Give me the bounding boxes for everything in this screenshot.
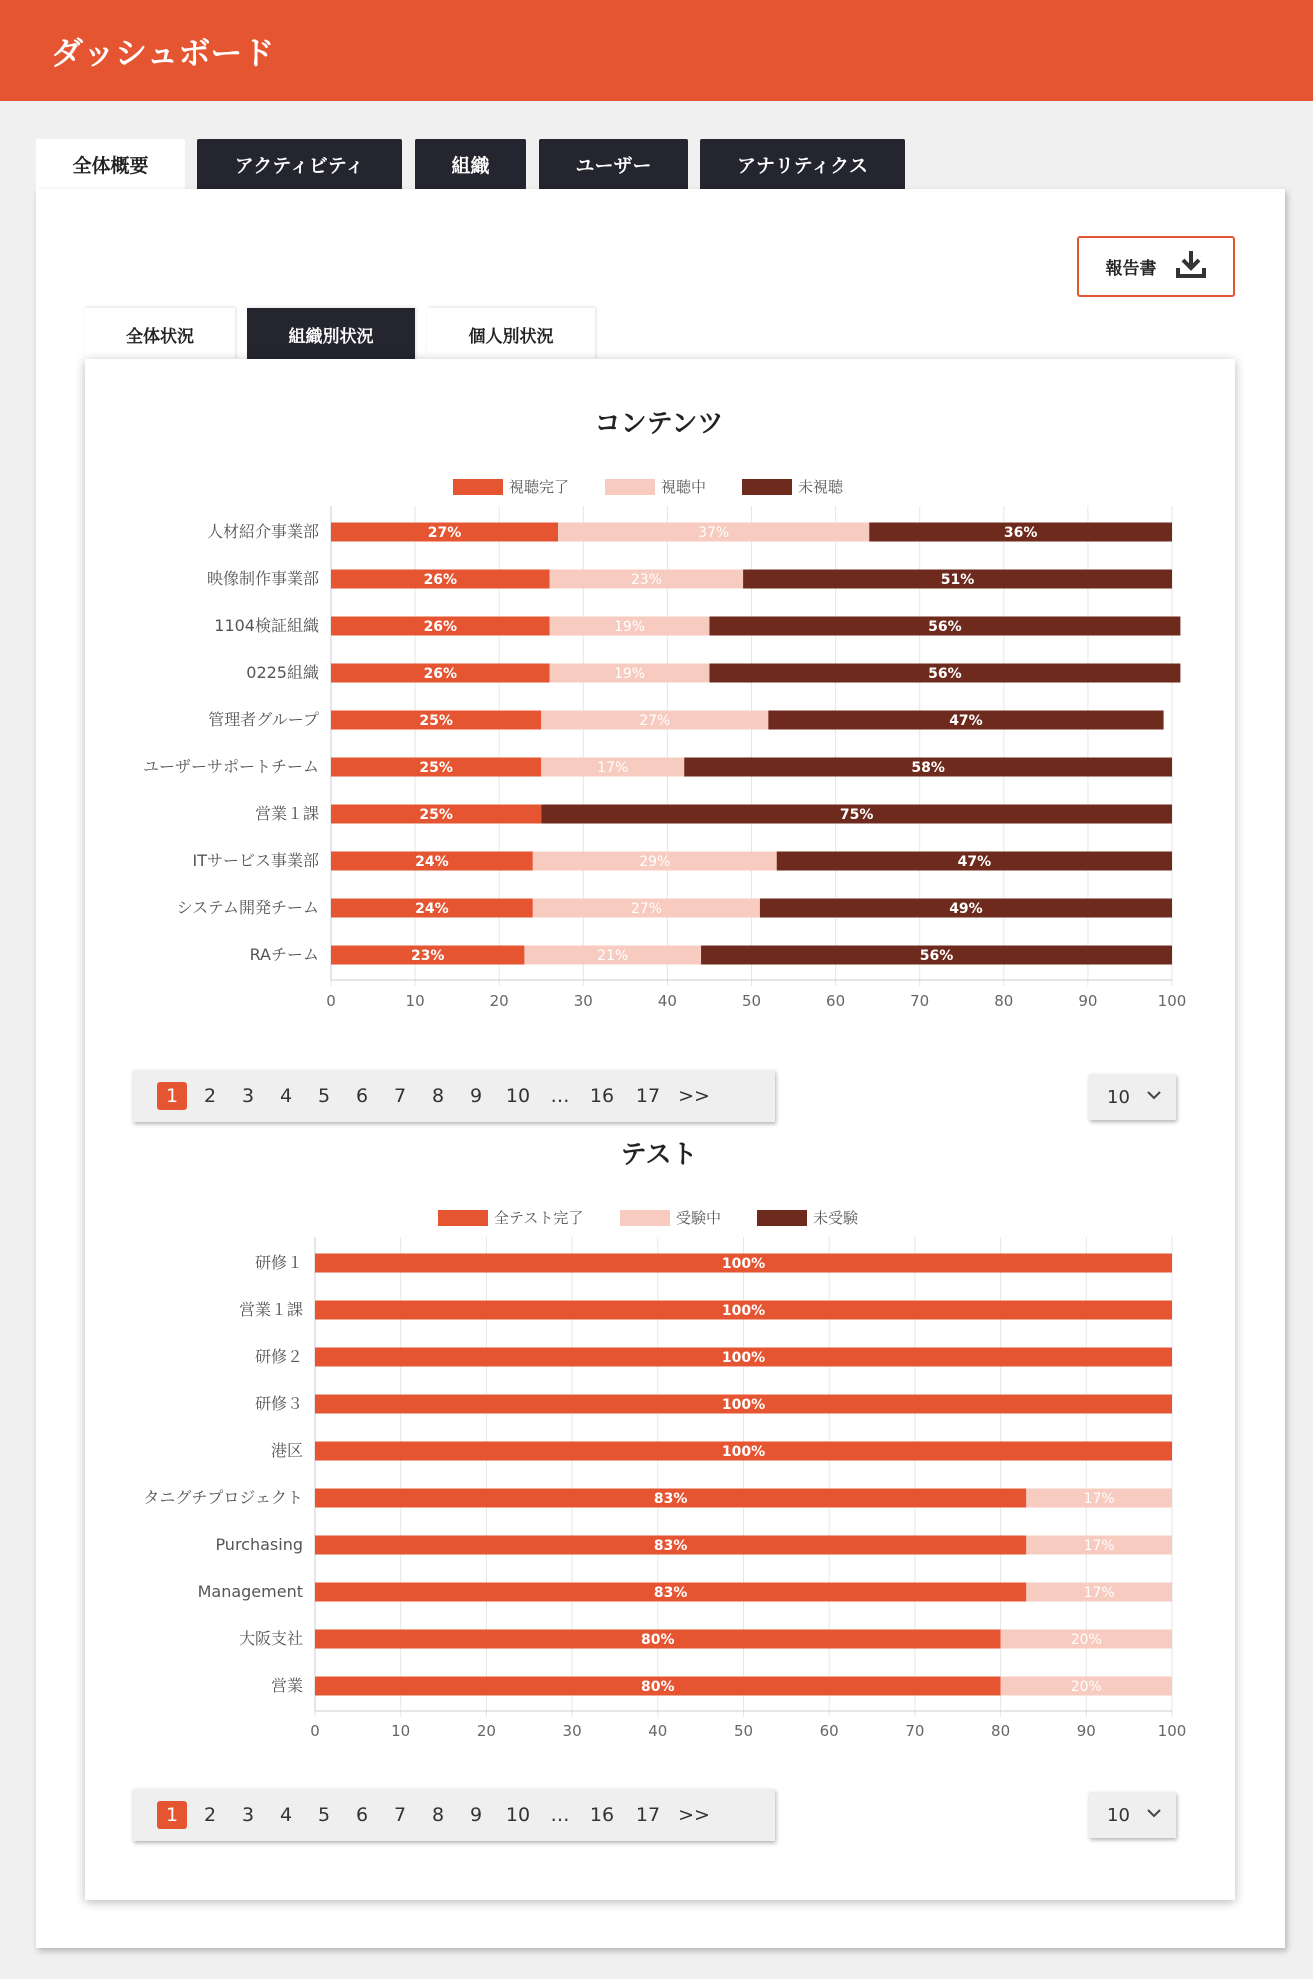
y-category-label: 管理者グループ — [208, 710, 319, 729]
tab-activity[interactable]: アクティビティ — [197, 139, 402, 190]
tab-users[interactable]: ユーザー — [539, 139, 688, 190]
pagination-page[interactable]: 7 — [393, 1085, 407, 1107]
bar-data-label: 26% — [423, 572, 458, 588]
bar-data-label: 17% — [1083, 1538, 1115, 1554]
bar-data-label: 26% — [423, 619, 458, 635]
y-category-label: 営業１課 — [254, 804, 319, 823]
bar-data-label: 36% — [1003, 525, 1038, 541]
pagination-page[interactable]: 5 — [317, 1085, 331, 1107]
test-pagination — [133, 1789, 775, 1841]
page-title: ダッシュボード — [51, 34, 275, 72]
pagination-page[interactable]: 7 — [393, 1804, 407, 1826]
pagination-page[interactable]: 16 — [589, 1804, 615, 1826]
pagination-page[interactable]: 10 — [505, 1085, 531, 1107]
legend-label: 視聴中 — [661, 478, 707, 496]
pagination-next[interactable]: >> — [678, 1804, 710, 1826]
pagination-page[interactable]: 1 — [157, 1082, 187, 1110]
pagination-page[interactable]: 8 — [431, 1085, 445, 1107]
bar-data-label: 27% — [427, 525, 462, 541]
bar-data-label: 29% — [639, 854, 671, 870]
bar-data-label: 20% — [1070, 1632, 1102, 1648]
subtab-individual-status[interactable]: 個人別状況 — [427, 308, 595, 360]
y-category-label: 映像制作事業部 — [206, 569, 319, 588]
bar-data-label: 49% — [949, 901, 983, 917]
pagination-page[interactable]: 2 — [203, 1085, 217, 1107]
legend-label: 未視聴 — [798, 478, 844, 496]
x-tick-label: 30 — [562, 1722, 582, 1740]
legend-swatch — [620, 1210, 670, 1226]
report-button-label: 報告書 — [1105, 259, 1157, 279]
bar-data-label: 25% — [419, 713, 453, 729]
y-category-label: Purchasing — [215, 1535, 303, 1554]
bar-data-label: 58% — [911, 760, 945, 776]
y-category-label: 営業１課 — [238, 1300, 303, 1319]
pagination-page[interactable]: 3 — [241, 1804, 255, 1826]
pagination-next[interactable]: >> — [678, 1085, 710, 1107]
pagination-page[interactable]: 4 — [279, 1085, 293, 1107]
tab-overview[interactable]: 全体概要 — [36, 139, 185, 190]
y-category-label: RAチーム — [249, 945, 319, 964]
bar-data-label: 80% — [641, 1632, 675, 1648]
legend-label: 視聴完了 — [509, 478, 570, 496]
pagination-page[interactable]: 8 — [431, 1804, 445, 1826]
subtab-org-status[interactable]: 組織別状況 — [247, 308, 415, 360]
test-chart-title: テスト — [620, 1140, 698, 1170]
pagination-page[interactable]: 9 — [469, 1085, 483, 1107]
content-pagination — [133, 1070, 775, 1122]
pagination-page[interactable]: 2 — [203, 1804, 217, 1826]
y-category-label: ITサービス事業部 — [192, 851, 319, 870]
bar-data-label: 100% — [721, 1256, 766, 1272]
y-category-label: システム開発チーム — [176, 898, 319, 917]
y-category-label: 1104検証組織 — [214, 616, 319, 635]
y-category-label: タニグチプロジェクト — [143, 1488, 303, 1507]
pagination-page[interactable]: 6 — [355, 1804, 369, 1826]
bar-data-label: 19% — [613, 619, 646, 635]
bar-data-label: 75% — [839, 807, 874, 823]
bar-data-label: 83% — [653, 1585, 688, 1601]
y-category-label: Management — [197, 1582, 303, 1601]
bar-data-label: 24% — [415, 901, 449, 917]
bar-data-label: 20% — [1070, 1679, 1102, 1695]
x-tick-label: 60 — [826, 992, 846, 1010]
pagination-page[interactable]: 5 — [317, 1804, 331, 1826]
tab-organization[interactable]: 組織 — [415, 139, 526, 190]
x-tick-label: 70 — [910, 992, 930, 1010]
bar-data-label: 83% — [653, 1491, 688, 1507]
y-category-label: 研修３ — [254, 1394, 303, 1413]
test-per-page-select[interactable] — [1089, 1792, 1176, 1838]
bar-data-label: 37% — [698, 525, 730, 541]
y-category-label: 0225組織 — [246, 663, 319, 682]
bar-data-label: 27% — [639, 713, 671, 729]
legend-swatch — [438, 1210, 488, 1226]
y-category-label: 研修２ — [254, 1347, 303, 1366]
bar-data-label: 21% — [597, 948, 629, 964]
tab-analytics[interactable]: アナリティクス — [700, 139, 905, 190]
pagination-page[interactable]: 17 — [635, 1804, 661, 1826]
y-category-label: 人材紹介事業部 — [206, 522, 319, 541]
legend-swatch — [757, 1210, 807, 1226]
bar-data-label: 26% — [423, 666, 458, 682]
legend-label: 未受験 — [813, 1209, 859, 1227]
legend-label: 全テスト完了 — [494, 1209, 584, 1227]
y-category-label: 大阪支社 — [238, 1629, 303, 1648]
y-category-label: ユーザーサポートチーム — [142, 757, 319, 776]
x-tick-label: 40 — [657, 992, 677, 1010]
pagination-page[interactable]: 10 — [505, 1804, 531, 1826]
content-chart-title: コンテンツ — [594, 409, 724, 439]
x-tick-label: 10 — [405, 992, 425, 1010]
content-per-page-select[interactable] — [1089, 1074, 1176, 1120]
pagination-page[interactable]: 9 — [469, 1804, 483, 1826]
bar-data-label: 100% — [721, 1397, 766, 1413]
x-tick-label: 20 — [489, 992, 509, 1010]
bar-data-label: 80% — [641, 1679, 675, 1695]
per-page-value: 10 — [1107, 1086, 1130, 1108]
pagination-page[interactable]: 6 — [355, 1085, 369, 1107]
bar-data-label: 56% — [928, 619, 962, 635]
bar-data-label: 17% — [1083, 1585, 1115, 1601]
x-tick-label: 90 — [1078, 992, 1098, 1010]
bar-data-label: 17% — [597, 760, 629, 776]
y-category-label: 営業 — [270, 1676, 303, 1695]
pagination-page[interactable]: 3 — [241, 1085, 255, 1107]
y-category-label: 港区 — [270, 1441, 303, 1460]
per-page-value: 10 — [1107, 1804, 1130, 1826]
chevron-down-icon — [1146, 1087, 1162, 1108]
bar-data-label: 25% — [419, 760, 453, 776]
bar-data-label: 100% — [721, 1350, 766, 1366]
x-tick-label: 0 — [326, 992, 336, 1010]
bar-data-label: 17% — [1083, 1491, 1115, 1507]
pagination-page[interactable]: 4 — [279, 1804, 293, 1826]
pagination-ellipsis: … — [550, 1804, 570, 1826]
bar-data-label: 56% — [928, 666, 962, 682]
x-tick-label: 50 — [733, 1722, 754, 1740]
subtab-overall-status[interactable]: 全体状況 — [85, 308, 235, 360]
pagination-page[interactable]: 1 — [157, 1801, 187, 1829]
bar-data-label: 47% — [957, 854, 992, 870]
bar-data-label: 24% — [415, 854, 449, 870]
y-category-label: 研修１ — [254, 1253, 303, 1272]
chevron-down-icon — [1146, 1805, 1162, 1826]
bar-data-label: 100% — [721, 1444, 766, 1460]
pagination-ellipsis: … — [550, 1085, 570, 1107]
bar-data-label: 51% — [940, 572, 975, 588]
x-tick-label: 100 — [1157, 992, 1187, 1010]
x-tick-label: 40 — [648, 1722, 668, 1740]
x-tick-label: 50 — [741, 992, 762, 1010]
x-tick-label: 80 — [991, 1722, 1011, 1740]
pagination-page[interactable]: 16 — [589, 1085, 615, 1107]
x-tick-label: 100 — [1157, 1722, 1187, 1740]
x-tick-label: 0 — [310, 1722, 320, 1740]
bar-data-label: 23% — [410, 948, 445, 964]
x-tick-label: 70 — [905, 1722, 925, 1740]
x-tick-label: 90 — [1076, 1722, 1096, 1740]
bar-data-label: 47% — [949, 713, 983, 729]
bar-data-label: 100% — [721, 1303, 766, 1319]
x-tick-label: 30 — [573, 992, 593, 1010]
pagination-page[interactable]: 17 — [635, 1085, 661, 1107]
x-tick-label: 60 — [819, 1722, 839, 1740]
x-tick-label: 20 — [476, 1722, 496, 1740]
bar-data-label: 56% — [919, 948, 954, 964]
x-tick-label: 80 — [994, 992, 1014, 1010]
bar-data-label: 27% — [630, 901, 662, 917]
bar-data-label: 19% — [613, 666, 646, 682]
legend-label: 受験中 — [676, 1209, 722, 1227]
x-tick-label: 10 — [391, 1722, 411, 1740]
bar-data-label: 83% — [653, 1538, 688, 1554]
bar-data-label: 25% — [419, 807, 453, 823]
bar-data-label: 23% — [630, 572, 662, 588]
